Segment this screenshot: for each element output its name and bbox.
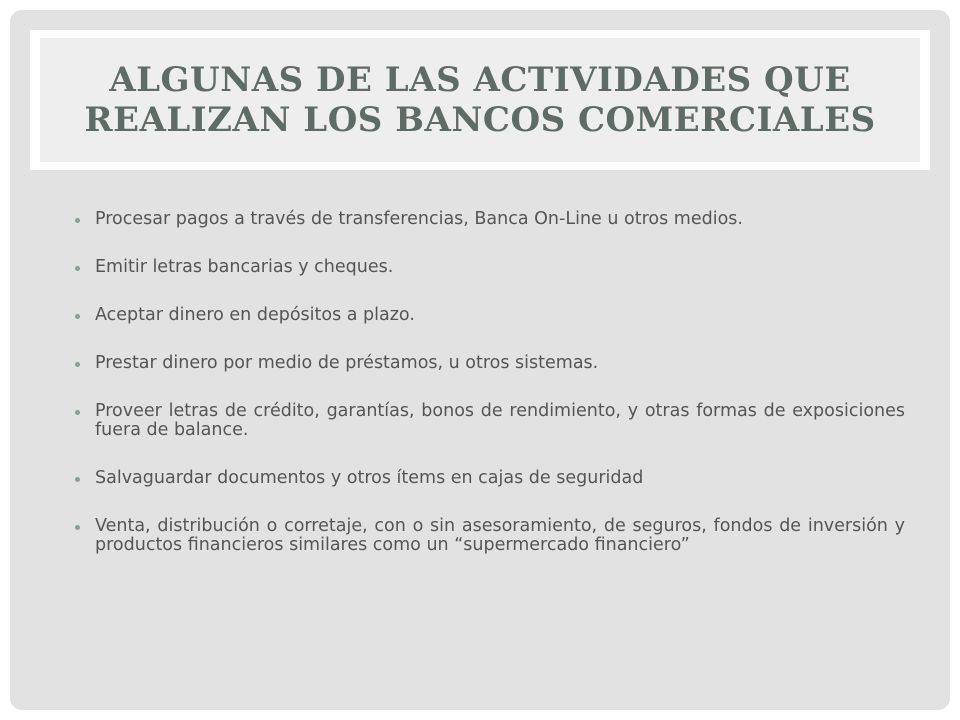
bullet-text: Prestar dinero por medio de préstamos, u otros sistemas. bbox=[95, 353, 599, 373]
bullet-text: Procesar pagos a través de transferencias, Banca On-Line u otros medios. bbox=[95, 209, 743, 229]
bullet-item bbox=[75, 354, 905, 373]
bullet-dot-icon bbox=[75, 410, 80, 415]
bullet-text: Salvaguardar documentos y otros ítems en cajas de seguridad bbox=[95, 468, 644, 488]
bullet-item bbox=[75, 517, 905, 555]
bullet-list bbox=[75, 210, 905, 584]
bullet-text: Aceptar dinero en depósitos a plazo. bbox=[95, 305, 415, 325]
bullet-item bbox=[75, 258, 905, 277]
bullet-item bbox=[75, 469, 905, 488]
bullet-text: Venta, distribución o corretaje, con o sin asesoramiento, de seguros, fondos de inversión y productos financieros similares como un “supermercado financiero” bbox=[95, 516, 905, 555]
bullet-dot-icon bbox=[75, 314, 80, 319]
bullet-item bbox=[75, 306, 905, 325]
slide-title: ALGUNAS DE LAS ACTIVIDADES QUE REALIZAN LOS BANCOS COMERCIALES bbox=[84, 59, 876, 140]
bullet-dot-icon bbox=[75, 525, 80, 530]
bullet-item bbox=[75, 402, 905, 440]
bullet-dot-icon bbox=[75, 218, 80, 223]
bullet-text: Proveer letras de crédito, garantías, bonos de rendimiento, y otras formas de exposiciones fuera de balance. bbox=[95, 401, 905, 440]
bullet-item bbox=[75, 210, 905, 229]
bullet-dot-icon bbox=[75, 362, 80, 367]
bullet-text: Emitir letras bancarias y cheques. bbox=[95, 257, 394, 277]
bullet-dot-icon bbox=[75, 477, 80, 482]
title-box bbox=[30, 30, 930, 170]
title-panel bbox=[40, 38, 920, 162]
bullet-dot-icon bbox=[75, 266, 80, 271]
slide bbox=[10, 10, 950, 710]
